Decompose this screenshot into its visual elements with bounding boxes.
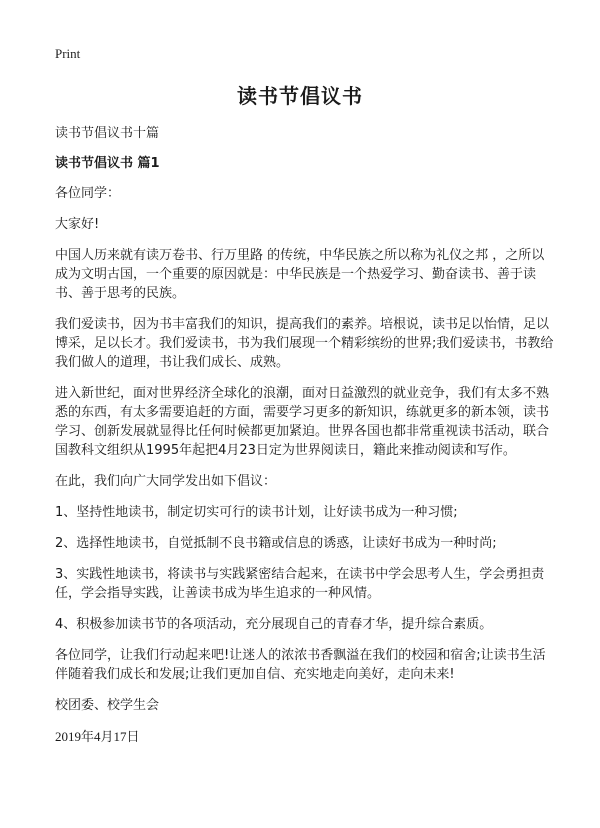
document-subtitle: 读书节倡议书十篇	[55, 126, 160, 141]
document-title: 读书节倡议书	[237, 84, 363, 108]
salutation: 各位同学：	[55, 186, 121, 201]
document-date: 2019年4月17日	[55, 729, 140, 744]
proposal-item-2: 2、选择性地读书，自觉抵制不良书籍或信息的诱惑，让读好书成为一种时尚;	[55, 536, 497, 551]
paragraph-why-read: 我们爱读书，因为书丰富我们的知识，提高我们的素养。培根说，读书足以怡情，足以博采，足以长才。我们爱读书，书为我们展现一个精彩缤纷的世界;我们爱读书，书教给我们做人的道理，书让我们成长、成熟。	[55, 317, 554, 370]
print-link[interactable]: Print	[55, 46, 81, 61]
document-body	[55, 124, 555, 758]
paragraph-tradition: 中国人历来就有读万卷书、行万里路 的传统，中华民族之所以称为礼仪之邦 ，之所以成为文明古国，一个重要的原因就是：中华民族是一个热爱学习、勤奋读书、善于读书、善于思考的民族。	[55, 248, 545, 301]
greeting: 大家好!	[55, 217, 100, 232]
proposal-item-1: 1、坚持性地读书，制定切实可行的读书计划，让好读书成为一种习惯;	[55, 505, 458, 520]
proposal-item-3: 3、实践性地读书，将读书与实践紧密结合起来，在读书中学会思考人生，学会勇担责任，学会指导实践，让善读书成为毕生追求的一种风情。	[55, 567, 545, 601]
paragraph-closing: 各位同学，让我们行动起来吧!让迷人的浓浓书香飘溢在我们的校园和宿舍;让读书生活伴随着我们成长和发展;让我们更加自信、充实地走向美好，走向未来!	[55, 648, 546, 682]
signature: 校团委、校学生会	[55, 698, 160, 713]
paragraph-new-century: 进入新世纪，面对世界经济全球化的浪潮，面对日益激烈的就业竞争，我们有太多不熟悉的东西，有太多需要追赶的方面，需要学习更多的新知识，练就更多的新本领，读书学习、创新发展就显得比任何时候都更加紧迫。世界各国也都非常重视读书活动，联合国教科文组织从1995年起把4月23日定为世界阅读日，籍此来推动阅读和写作。	[55, 386, 550, 458]
section-heading: 读书节倡议书 篇1	[55, 156, 160, 171]
proposal-item-4: 4、积极参加读书节的各项活动，充分展现自己的青春才华，提升综合素质。	[55, 617, 493, 632]
paragraph-proposal-intro: 在此，我们向广大同学发出如下倡议：	[55, 474, 277, 489]
